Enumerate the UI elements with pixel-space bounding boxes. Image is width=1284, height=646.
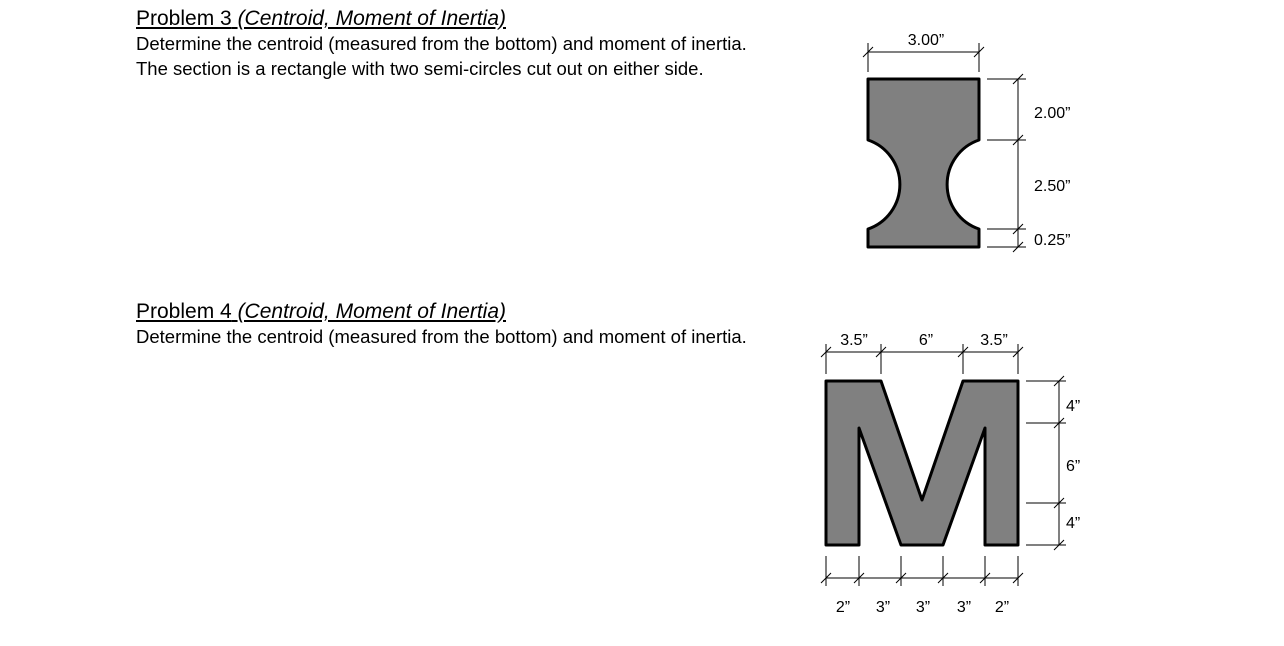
- right-dim-bottom: 4”: [1066, 515, 1081, 532]
- m-section-shape: [826, 381, 1018, 545]
- top-dimensions: [821, 332, 1023, 374]
- right-dim-top: 4”: [1066, 398, 1081, 415]
- problem-4-text: Determine the centroid (measured from the bottom) and moment of inertia.: [136, 326, 747, 347]
- problem-3-topic: (Centroid, Moment of Inertia): [237, 7, 506, 30]
- problem-4-figure: [821, 332, 1080, 616]
- right-dimensions: [1026, 376, 1080, 550]
- problem-3-line-2: The section is a rectangle with two semi-circles cut out on either side.: [136, 58, 704, 79]
- problem-3-figure: [863, 32, 1070, 252]
- top-flange-label: 2.00”: [1034, 105, 1071, 122]
- bottom-dimensions: [821, 556, 1023, 616]
- top-dim-right: 3.5”: [980, 332, 1008, 349]
- bottom-dim-3: 3”: [915, 599, 931, 616]
- problem-4-number: Problem 4: [136, 300, 232, 323]
- problem-3-number: Problem 3: [136, 7, 232, 30]
- bottom-dim-5: 2”: [994, 599, 1010, 616]
- top-dim-left: 3.5”: [840, 332, 868, 349]
- web-label: 2.50”: [1034, 178, 1071, 195]
- bottom-dim-1: 2”: [835, 599, 851, 616]
- bottom-dim-2: 3”: [875, 599, 891, 616]
- right-dim-middle: 6”: [1066, 458, 1081, 475]
- height-dimensions: [987, 74, 1070, 252]
- i-section-shape: [868, 79, 979, 247]
- problem-3-line-1: Determine the centroid (measured from the bottom) and moment of inertia.: [136, 33, 747, 54]
- problem-4-topic: (Centroid, Moment of Inertia): [237, 300, 506, 323]
- width-label: 3.00”: [907, 32, 945, 49]
- bottom-dim-4: 3”: [956, 599, 972, 616]
- width-dimension: [863, 32, 984, 72]
- bottom-flange-label: 0.25”: [1034, 232, 1071, 249]
- top-dim-middle: 6”: [918, 332, 934, 349]
